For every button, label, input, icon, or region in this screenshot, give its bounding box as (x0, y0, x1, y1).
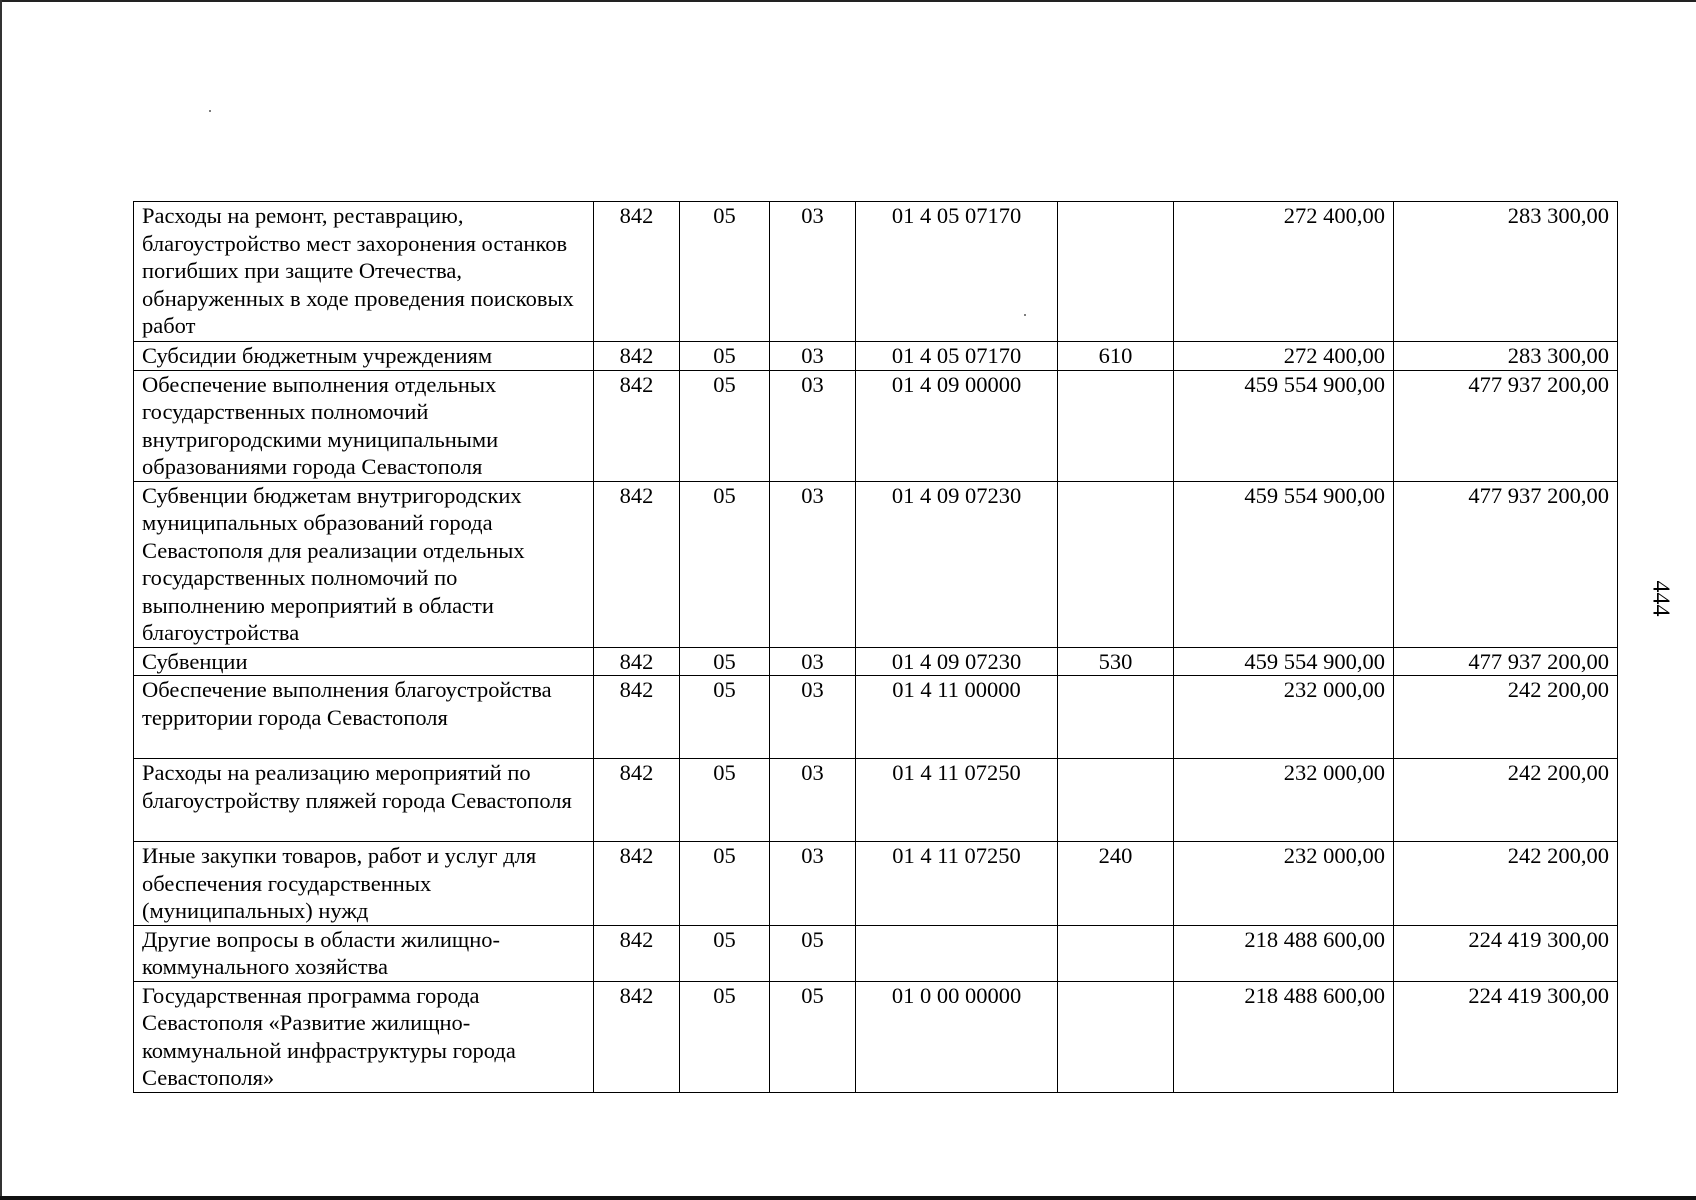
row-name: Субвенции (134, 647, 594, 676)
row-sum1: 232 000,00 (1174, 676, 1394, 759)
row-sum1: 459 554 900,00 (1174, 370, 1394, 481)
row-sum2: 283 300,00 (1394, 342, 1618, 371)
row-sum1: 459 554 900,00 (1174, 647, 1394, 676)
row-vr (1058, 481, 1174, 647)
table-row (134, 981, 1618, 1092)
row-sum2: 242 200,00 (1394, 676, 1618, 759)
row-gr: 842 (594, 759, 680, 842)
row-gr: 842 (594, 676, 680, 759)
row-vr (1058, 925, 1174, 981)
row-sum2: 477 937 200,00 (1394, 481, 1618, 647)
row-pr: 03 (770, 342, 856, 371)
row-sum1: 232 000,00 (1174, 759, 1394, 842)
row-name: Обеспечение выполнения благоустройства территории города Севастополя (134, 676, 594, 759)
row-rz: 05 (680, 370, 770, 481)
row-cs: 01 4 09 00000 (856, 370, 1058, 481)
row-pr: 05 (770, 981, 856, 1092)
row-cs: 01 4 11 07250 (856, 842, 1058, 926)
row-sum2: 242 200,00 (1394, 759, 1618, 842)
row-name: Государственная программа города Севастополя «Развитие жилищно-коммунальной инфраструктуры города Севастополя» (134, 981, 594, 1092)
row-pr: 03 (770, 202, 856, 342)
row-name: Субсидии бюджетным учреждениям (134, 342, 594, 371)
row-cs: 01 4 11 07250 (856, 759, 1058, 842)
table-row (134, 759, 1618, 842)
row-pr: 03 (770, 481, 856, 647)
row-vr (1058, 676, 1174, 759)
row-gr: 842 (594, 370, 680, 481)
row-cs: 01 4 05 07170 (856, 202, 1058, 342)
row-sum1: 272 400,00 (1174, 202, 1394, 342)
row-sum2: 242 200,00 (1394, 842, 1618, 926)
row-rz: 05 (680, 981, 770, 1092)
row-gr: 842 (594, 202, 680, 342)
row-pr: 03 (770, 676, 856, 759)
scan-speck (209, 110, 211, 112)
row-vr: 610 (1058, 342, 1174, 371)
table-row (134, 481, 1618, 647)
table-row (134, 202, 1618, 342)
table-row (134, 842, 1618, 926)
row-cs: 01 4 05 07170 (856, 342, 1058, 371)
row-gr: 842 (594, 842, 680, 926)
row-name: Расходы на ремонт, реставрацию, благоустройство мест захоронения останков погибших при защите Отечества, обнаруженных в ходе проведения поисковых работ (134, 202, 594, 342)
row-sum2: 477 937 200,00 (1394, 370, 1618, 481)
row-gr: 842 (594, 342, 680, 371)
row-cs: 01 4 09 07230 (856, 647, 1058, 676)
row-rz: 05 (680, 647, 770, 676)
row-rz: 05 (680, 481, 770, 647)
row-sum1: 218 488 600,00 (1174, 925, 1394, 981)
row-rz: 05 (680, 842, 770, 926)
row-vr: 530 (1058, 647, 1174, 676)
scan-edge-left (0, 0, 2, 1200)
row-sum1: 218 488 600,00 (1174, 981, 1394, 1092)
table-row (134, 647, 1618, 676)
row-sum1: 232 000,00 (1174, 842, 1394, 926)
row-pr: 03 (770, 647, 856, 676)
table-row (134, 370, 1618, 481)
row-sum1: 459 554 900,00 (1174, 481, 1394, 647)
row-sum2: 224 419 300,00 (1394, 925, 1618, 981)
row-vr (1058, 202, 1174, 342)
row-vr (1058, 981, 1174, 1092)
row-gr: 842 (594, 981, 680, 1092)
row-cs: 01 4 11 00000 (856, 676, 1058, 759)
page-number: 444 (1647, 580, 1674, 617)
row-pr: 03 (770, 759, 856, 842)
row-name: Иные закупки товаров, работ и услуг для обеспечения государственных (муниципальных) нужд (134, 842, 594, 926)
row-rz: 05 (680, 342, 770, 371)
row-name: Расходы на реализацию мероприятий по благоустройству пляжей города Севастополя (134, 759, 594, 842)
scan-edge-top (0, 0, 1696, 2)
scan-edge-bottom (0, 1196, 1696, 1200)
row-gr: 842 (594, 925, 680, 981)
row-cs (856, 925, 1058, 981)
row-gr: 842 (594, 481, 680, 647)
row-vr (1058, 759, 1174, 842)
row-rz: 05 (680, 759, 770, 842)
table-row (134, 676, 1618, 759)
row-cs: 01 0 00 00000 (856, 981, 1058, 1092)
row-vr: 240 (1058, 842, 1174, 926)
row-rz: 05 (680, 676, 770, 759)
row-sum2: 477 937 200,00 (1394, 647, 1618, 676)
row-pr: 03 (770, 842, 856, 926)
table-row (134, 925, 1618, 981)
row-name: Другие вопросы в области жилищно-коммунального хозяйства (134, 925, 594, 981)
row-sum1: 272 400,00 (1174, 342, 1394, 371)
row-rz: 05 (680, 925, 770, 981)
row-rz: 05 (680, 202, 770, 342)
row-cs: 01 4 09 07230 (856, 481, 1058, 647)
row-name: Субвенции бюджетам внутригородских муниципальных образований города Севастополя для реализации отдельных государственных полномочий по выполнению мероприятий в области благоустройства (134, 481, 594, 647)
row-pr: 05 (770, 925, 856, 981)
table-row (134, 342, 1618, 371)
row-sum2: 224 419 300,00 (1394, 981, 1618, 1092)
row-sum2: 283 300,00 (1394, 202, 1618, 342)
row-pr: 03 (770, 370, 856, 481)
row-gr: 842 (594, 647, 680, 676)
row-name: Обеспечение выполнения отдельных государственных полномочий внутригородскими муниципальными образованиями города Севастополя (134, 370, 594, 481)
budget-table (133, 201, 1618, 1093)
row-vr (1058, 370, 1174, 481)
